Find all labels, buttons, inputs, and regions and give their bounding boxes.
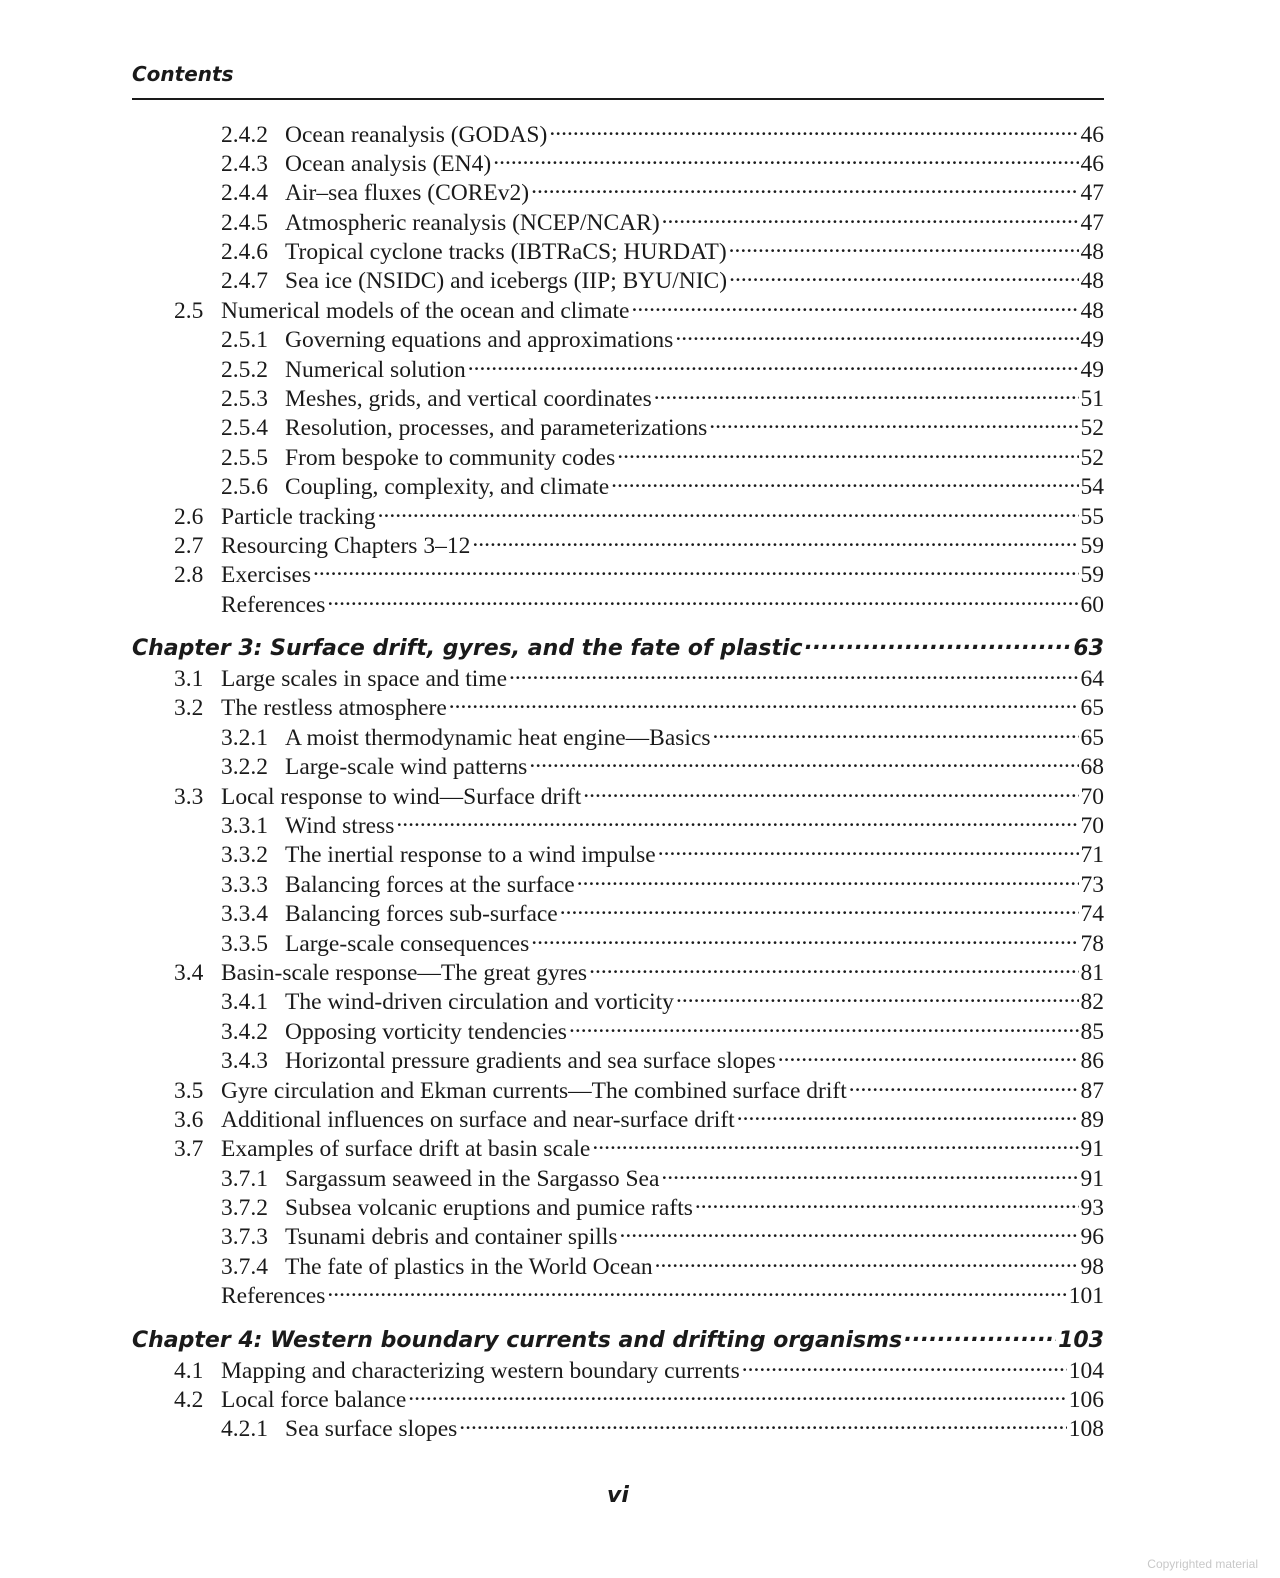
header-title: Contents: [132, 62, 234, 86]
dot-leader: [583, 780, 1078, 804]
toc-entry-page: 86: [1080, 1048, 1104, 1075]
toc-entry: [132, 118, 1104, 147]
toc-entry: [132, 1383, 1104, 1412]
toc-entry-title: Meshes, grids, and vertical coordinates: [285, 386, 652, 413]
toc-entry-page: 104: [1068, 1357, 1104, 1384]
dot-leader: [577, 868, 1079, 892]
toc-entry-number: 3.4.2: [221, 1018, 268, 1045]
toc-entry-page: 64: [1080, 666, 1104, 693]
toc-entry-number: 3.4.1: [221, 989, 268, 1016]
toc-entry-title: Resourcing Chapters 3–12: [221, 532, 471, 559]
toc-entry-number: 3.7: [174, 1136, 204, 1163]
dot-leader: [589, 956, 1078, 980]
toc-entry-number: 3.7.2: [221, 1195, 268, 1222]
dot-leader: [737, 1103, 1079, 1127]
dot-leader: [449, 692, 1079, 716]
toc-entry-number: 3.2: [174, 695, 204, 722]
toc-entry-number: 3.3.2: [221, 842, 268, 869]
toc-entry: [132, 412, 1104, 441]
toc-entry: [132, 1045, 1104, 1074]
toc-entry: [132, 751, 1104, 780]
dot-leader: [662, 206, 1079, 230]
toc-entry-page: 101: [1068, 1283, 1104, 1310]
toc-entry-number: 2.5.5: [221, 444, 268, 471]
toc-entry-number: 3.2.2: [221, 754, 268, 781]
toc-entry-title: Large-scale wind patterns: [285, 754, 528, 781]
toc-entry-title: Large-scale consequences: [285, 930, 530, 957]
toc-entry-number: 3.7.1: [221, 1165, 268, 1192]
toc-entry-title: The inertial response to a wind impulse: [285, 842, 656, 869]
toc-entry: [132, 147, 1104, 176]
toc-entry-number: 3.3: [174, 783, 204, 810]
dot-leader: [676, 986, 1079, 1010]
toc-entry-page: 78: [1080, 930, 1104, 957]
toc-entry: [132, 265, 1104, 294]
toc-entry-number: 2.5.2: [221, 356, 268, 383]
toc-entry-title: Sargassum seaweed in the Sargasso Sea: [285, 1165, 660, 1192]
toc-entry-title: Balancing forces sub-surface: [285, 901, 558, 928]
toc-entry-title: Exercises: [221, 562, 312, 589]
dot-leader: [531, 177, 1078, 201]
toc-entry-number: 2.4.2: [221, 121, 268, 148]
dot-leader: [778, 1045, 1079, 1069]
toc-entry: [132, 500, 1104, 529]
toc-entry-page: 51: [1080, 386, 1104, 413]
toc-entry-page: 98: [1080, 1253, 1104, 1280]
running-header: [132, 60, 1104, 100]
toc-entry: [132, 663, 1104, 692]
toc-entry: [132, 1074, 1104, 1103]
toc-entry-page: 81: [1080, 959, 1104, 986]
toc-entry: [132, 1133, 1104, 1162]
dot-leader: [472, 529, 1078, 553]
dot-leader: [531, 927, 1078, 951]
toc-entry-page: 82: [1080, 989, 1104, 1016]
toc-entry-number: 2.5.3: [221, 386, 268, 413]
toc-entry-number: 3.2.1: [221, 724, 268, 751]
toc-entry-page: 91: [1080, 1136, 1104, 1163]
dot-leader: [592, 1133, 1078, 1157]
toc-entry: [132, 559, 1104, 588]
toc-entry-title: Large scales in space and time: [221, 666, 508, 693]
toc-entry-number: 3.6: [174, 1106, 204, 1133]
toc-entry: [132, 588, 1104, 617]
dot-leader: [327, 588, 1078, 612]
toc-entry-number: 4.2: [174, 1386, 204, 1413]
toc-entry-number: 2.4.5: [221, 209, 268, 236]
toc-entry-number: 2.7: [174, 532, 204, 559]
toc-entry-number: 2.5.1: [221, 327, 268, 354]
toc-entry-title: Atmospheric reanalysis (NCEP/NCAR): [285, 209, 660, 236]
dot-leader: [378, 500, 1079, 524]
toc-entry-page: 52: [1080, 444, 1104, 471]
dot-leader: [849, 1074, 1079, 1098]
dot-leader: [742, 1354, 1067, 1378]
toc-entry-title: Basin-scale response—The great gyres: [221, 959, 588, 986]
toc-entry: [132, 898, 1104, 927]
toc-entry-number: 2.4.7: [221, 268, 268, 295]
toc-entry-title: Horizontal pressure gradients and sea surface slopes: [285, 1048, 776, 1075]
dot-leader: [459, 1413, 1066, 1437]
dot-leader: [327, 1280, 1066, 1304]
toc-entry: [132, 1221, 1104, 1250]
toc-entry-page: 96: [1080, 1224, 1104, 1251]
toc-entry-page: 89: [1080, 1106, 1104, 1133]
toc-entry: [132, 868, 1104, 897]
toc-entry-number: 3.5: [174, 1077, 204, 1104]
toc-entry: [132, 324, 1104, 353]
toc-entry-number: 3.3.5: [221, 930, 268, 957]
toc-entry: [132, 236, 1104, 265]
toc-entry-number: 3.7.4: [221, 1253, 268, 1280]
toc-entry: [132, 1280, 1104, 1309]
toc-entry-title: Examples of surface drift at basin scale: [221, 1136, 591, 1163]
toc-entry-number: 2.4.4: [221, 180, 268, 207]
toc-entry-page: 60: [1080, 591, 1104, 618]
toc-entry-number: 3.3.3: [221, 871, 268, 898]
toc-entry-title: Sea surface slopes: [285, 1416, 458, 1443]
toc-entry-title: A moist thermodynamic heat engine—Basics: [285, 724, 711, 751]
dot-leader: [493, 147, 1078, 171]
dot-leader: [509, 663, 1078, 687]
toc-entry-page: 59: [1080, 532, 1104, 559]
toc-entry-title: Chapter 4: Western boundary currents and drifting organisms: [132, 1327, 903, 1353]
toc-entry-page: 74: [1080, 901, 1104, 928]
toc-entry-page: 87: [1080, 1077, 1104, 1104]
toc-entry-title: Local response to wind—Surface drift: [221, 783, 582, 810]
toc-entry-number: 2.6: [174, 503, 204, 530]
toc-entry-page: 70: [1080, 783, 1104, 810]
toc-entry-number: 2.4.3: [221, 150, 268, 177]
toc-entry-number: 2.4.6: [221, 239, 268, 266]
toc-entry-number: 4.1: [174, 1357, 204, 1384]
dot-leader: [695, 1192, 1079, 1216]
toc-entry-page: 48: [1080, 239, 1104, 266]
dot-leader: [468, 353, 1079, 377]
toc-entry-page: 71: [1080, 842, 1104, 869]
toc-entry-page: 47: [1080, 180, 1104, 207]
dot-leader: [569, 1015, 1079, 1039]
toc-entry: [132, 809, 1104, 838]
toc-entry-number: 3.4: [174, 959, 204, 986]
toc-entry-page: 85: [1080, 1018, 1104, 1045]
dot-leader: [709, 412, 1078, 436]
toc-entry: [132, 1192, 1104, 1221]
toc-entry: [132, 353, 1104, 382]
toc-entry: [132, 1103, 1104, 1132]
toc-entry-number: 2.5.4: [221, 415, 268, 442]
toc-entry-page: 108: [1068, 1416, 1104, 1443]
dot-leader: [631, 294, 1078, 318]
toc-entry: [132, 383, 1104, 412]
toc-entry-page: 48: [1080, 268, 1104, 295]
toc-entry-page: 73: [1080, 871, 1104, 898]
toc-entry-title: Coupling, complexity, and climate: [285, 474, 610, 501]
dot-leader: [611, 471, 1078, 495]
toc-entry-page: 91: [1080, 1165, 1104, 1192]
page-number: vi: [607, 1483, 629, 1508]
toc-entry: [132, 780, 1104, 809]
dot-leader: [620, 1221, 1079, 1245]
toc-entry-number: 2.8: [174, 562, 204, 589]
toc-entry-page: 49: [1080, 327, 1104, 354]
toc-entry-title: Gyre circulation and Ekman currents—The combined surface drift: [221, 1077, 847, 1104]
toc-entry-title: The wind-driven circulation and vorticity: [285, 989, 674, 1016]
toc-entry-number: 2.5.6: [221, 474, 268, 501]
dot-leader: [655, 1250, 1079, 1274]
toc-entry-title: Sea ice (NSIDC) and icebergs (IIP; BYU/NIC): [285, 268, 728, 295]
toc-entry: [132, 721, 1104, 750]
toc-entry-page: 63: [1073, 636, 1104, 662]
toc-entry: [132, 1250, 1104, 1279]
toc-entry-title: Numerical solution: [285, 356, 466, 383]
toc-entry-title: Wind stress: [285, 812, 395, 839]
dot-leader: [313, 559, 1078, 583]
toc-entry: [132, 1413, 1104, 1442]
toc-entry-title: References: [221, 591, 326, 618]
toc-entry: [132, 206, 1104, 235]
toc-entry: [132, 1015, 1104, 1044]
dot-leader: [675, 324, 1078, 348]
toc-entry-page: 48: [1080, 297, 1104, 324]
dot-leader: [658, 839, 1079, 863]
dot-leader: [805, 633, 1072, 655]
toc-entry: [132, 441, 1104, 470]
dot-leader: [904, 1325, 1056, 1347]
toc-entry-number: 3.3.1: [221, 812, 268, 839]
copyright-watermark: Copyrighted material: [1147, 1557, 1258, 1571]
toc-entry-title: Subsea volcanic eruptions and pumice rafts: [285, 1195, 693, 1222]
toc-entry-number: 3.1: [174, 666, 204, 693]
dot-leader: [396, 809, 1078, 833]
toc-entry-title: Balancing forces at the surface: [285, 871, 575, 898]
toc-entry: [132, 471, 1104, 500]
toc-entry: [132, 1162, 1104, 1191]
toc-entry: [132, 956, 1104, 985]
toc-entry-title: Chapter 3: Surface drift, gyres, and the fate of plastic: [132, 636, 803, 662]
toc-entry-title: The fate of plastics in the World Ocean: [285, 1253, 653, 1280]
toc-entry-page: 70: [1080, 812, 1104, 839]
toc-entry-page: 46: [1080, 121, 1104, 148]
toc-entry: [132, 692, 1104, 721]
toc-entry-page: 65: [1080, 724, 1104, 751]
toc-entry-number: 2.5: [174, 297, 204, 324]
dot-leader: [617, 441, 1078, 465]
toc-entry-page: 93: [1080, 1195, 1104, 1222]
toc-entry-title: Governing equations and approximations: [285, 327, 674, 354]
toc-entry-title: Numerical models of the ocean and climate: [221, 297, 630, 324]
dot-leader: [661, 1162, 1078, 1186]
toc-entry-page: 65: [1080, 695, 1104, 722]
toc-entry: [132, 177, 1104, 206]
toc-entry-title: Resolution, processes, and parameterizations: [285, 415, 708, 442]
dot-leader: [713, 721, 1079, 745]
toc-entry-page: 106: [1068, 1386, 1104, 1413]
toc-entry: [132, 294, 1104, 323]
toc-entry-title: From bespoke to community codes: [285, 444, 616, 471]
toc-entry-page: 103: [1058, 1327, 1104, 1353]
toc-entry-number: 3.3.4: [221, 901, 268, 928]
toc-entry-page: 49: [1080, 356, 1104, 383]
dot-leader: [729, 265, 1078, 289]
toc-entry-title: Opposing vorticity tendencies: [285, 1018, 567, 1045]
toc-chapter-entry: [132, 1325, 1104, 1354]
toc-entry: [132, 529, 1104, 558]
toc-entry-page: 59: [1080, 562, 1104, 589]
toc-entry-title: References: [221, 1283, 326, 1310]
toc-entry: [132, 927, 1104, 956]
toc-entry-page: 55: [1080, 503, 1104, 530]
dot-leader: [654, 383, 1079, 407]
toc-entry-number: 3.4.3: [221, 1048, 268, 1075]
table-of-contents: [132, 118, 1104, 1442]
toc-entry: [132, 986, 1104, 1015]
toc-entry: [132, 1354, 1104, 1383]
toc-entry-number: 4.2.1: [221, 1416, 268, 1443]
toc-entry-title: Ocean analysis (EN4): [285, 150, 492, 177]
toc-entry-title: Tsunami debris and container spills: [285, 1224, 618, 1251]
toc-entry-title: Ocean reanalysis (GODAS): [285, 121, 548, 148]
toc-entry: [132, 839, 1104, 868]
toc-entry-title: Air–sea fluxes (COREv2): [285, 180, 530, 207]
dot-leader: [729, 236, 1079, 260]
toc-entry-title: Mapping and characterizing western boundary currents: [221, 1357, 740, 1384]
toc-entry-title: Additional influences on surface and near-surface drift: [221, 1106, 735, 1133]
toc-entry-number: 3.7.3: [221, 1224, 268, 1251]
toc-entry-page: 47: [1080, 209, 1104, 236]
dot-leader: [408, 1383, 1066, 1407]
dot-leader: [549, 118, 1078, 142]
toc-chapter-entry: [132, 633, 1104, 662]
toc-entry-title: Tropical cyclone tracks (IBTRaCS; HURDAT): [285, 239, 727, 266]
toc-entry-page: 52: [1080, 415, 1104, 442]
toc-entry-page: 46: [1080, 150, 1104, 177]
toc-entry-page: 54: [1080, 474, 1104, 501]
dot-leader: [529, 751, 1078, 775]
toc-entry-title: The restless atmosphere: [221, 695, 447, 722]
dot-leader: [560, 898, 1079, 922]
toc-entry-title: Particle tracking: [221, 503, 376, 530]
toc-entry-title: Local force balance: [221, 1386, 407, 1413]
toc-entry-page: 68: [1080, 754, 1104, 781]
